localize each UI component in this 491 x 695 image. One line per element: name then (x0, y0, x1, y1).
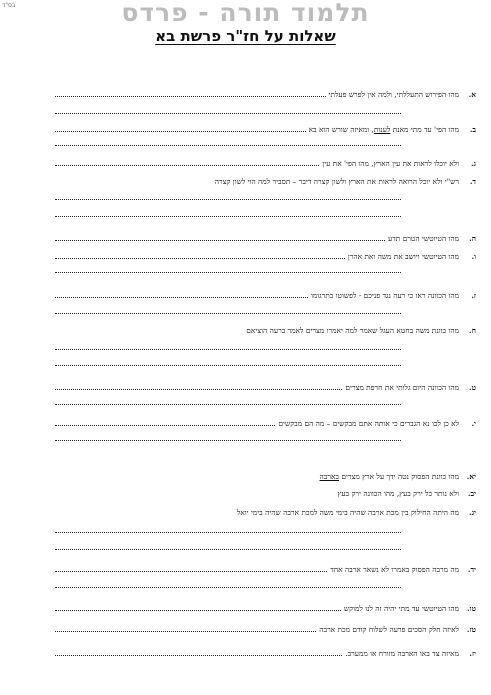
question-text: ולא יוכלו לראות את עין הארץ, מהו הפי' את עין (322, 159, 459, 168)
question-number: יד. (467, 565, 476, 574)
question-number: ג. (470, 159, 476, 168)
answer-line[interactable] (55, 113, 401, 114)
answer-line[interactable] (55, 145, 401, 146)
question-text: מהו כוונת הפסוק נטה ידך על ארץ מצרים (338, 472, 459, 481)
question-text: מהו הטיוטשי עד מתי יהיה זה לנו למוקש (343, 604, 459, 613)
question-text: מהו כוונת משה בחטא העגל שאמר למה יאמרו מצרים לאמר ברעה הוציאם (246, 326, 459, 335)
question-5 (55, 233, 476, 244)
answer-line[interactable] (55, 233, 385, 241)
answer-line[interactable] (55, 272, 401, 273)
question-14 (55, 564, 476, 575)
answer-line[interactable] (55, 349, 401, 350)
question-11 (55, 472, 476, 482)
corner-mark: בס"ד (2, 2, 16, 9)
question-1 (55, 89, 476, 100)
question-8 (55, 326, 476, 336)
question-underlined-word: לענות (373, 125, 391, 134)
question-underlined-word: בארבה (319, 472, 339, 481)
question-number: ו. (471, 252, 476, 261)
answer-line[interactable] (55, 290, 308, 298)
question-text: רש"י ולא יוכל הרואה לראות את הארץ ולשון קצרה דיבר – תסביר למה הוי לשון קצרה (214, 177, 459, 186)
answer-line[interactable] (55, 124, 306, 132)
question-text: לא כן לכו נא הגברים כי אותה אתם מבקשים – מה הם מבקשים (278, 419, 459, 428)
question-number: ט. (468, 383, 476, 392)
question-text: , ומאיזה שורש הוא בא (308, 125, 374, 134)
question-number: א. (468, 90, 476, 99)
answer-line[interactable] (55, 216, 401, 217)
answer-line[interactable] (55, 440, 401, 441)
page-title: שאלות על חז"ר פרשת בא (155, 27, 336, 45)
answer-line[interactable] (55, 603, 341, 611)
answer-line[interactable] (55, 624, 316, 632)
question-12 (55, 489, 476, 499)
answer-line[interactable] (55, 549, 401, 550)
question-number: ח. (469, 326, 476, 335)
question-number: ד. (469, 177, 476, 186)
question-number: יא. (466, 472, 476, 481)
question-text: מהו הכוונה ראו כי רעה נגד פניכם - לפשוטו כתרגומו (310, 291, 459, 300)
question-10 (55, 418, 476, 429)
question-number: טו. (467, 604, 476, 613)
question-number: ז. (471, 291, 476, 300)
answer-line[interactable] (55, 418, 275, 426)
question-13 (55, 508, 476, 518)
question-6 (55, 251, 476, 262)
answer-line[interactable] (55, 404, 401, 405)
question-number: ה. (469, 234, 476, 243)
question-number: יז. (469, 649, 476, 658)
question-number: יג. (469, 508, 476, 517)
question-15 (55, 603, 476, 614)
answer-line[interactable] (55, 382, 342, 390)
answer-line[interactable] (55, 313, 401, 314)
question-4 (55, 177, 476, 187)
question-text: ולא נותר כל ירק בעץ, מהו הכוונה ירק בעץ (337, 489, 459, 498)
question-text: מהו הטיוטשי הטרם תדע (388, 234, 459, 243)
question-number: ב. (469, 125, 476, 134)
answer-line[interactable] (55, 532, 401, 533)
answer-line[interactable] (55, 89, 326, 97)
question-text: מהו הטיוטשי ויושב את משה ואת אהרן (347, 252, 459, 261)
answer-line[interactable] (55, 648, 342, 656)
question-17 (55, 648, 476, 659)
answer-line[interactable] (55, 564, 327, 572)
question-text: לאיזה חלק הסכים פרעה לשלוח קודם מכת ארבה (319, 625, 459, 634)
answer-line[interactable] (55, 158, 319, 166)
question-2 (55, 124, 476, 135)
question-7 (55, 290, 476, 301)
answer-line[interactable] (55, 251, 345, 259)
question-text: מה היתה החילוק בין מכת ארבה שהיה בימי משה למכת ארבה שהיה בימי יואל (236, 508, 459, 517)
answer-line[interactable] (55, 365, 401, 366)
question-number: יב. (467, 489, 476, 498)
question-3 (55, 158, 476, 169)
answer-line[interactable] (55, 199, 401, 200)
question-number: י. (471, 419, 476, 428)
question-text: מהו הפי' עד מתי מאנת (390, 125, 459, 134)
answer-line[interactable] (55, 587, 401, 588)
question-text: מהו הפירוש התעללתי, ולמה אין לפרש פעלתי (328, 90, 459, 99)
question-16 (55, 624, 476, 635)
question-text: מה מרבה הפסוק באמרו לא נשאר ארבה אחד (330, 565, 459, 574)
question-text: מהו הכוונה היום גלותי את חרפת מצרים (345, 383, 459, 392)
question-text: מאיזה צד באו הארבה מזורח או ממערב. (345, 649, 459, 658)
question-number: טז. (466, 625, 476, 634)
school-header: תלמוד תורה - פרדס (121, 0, 370, 27)
question-9 (55, 382, 476, 393)
